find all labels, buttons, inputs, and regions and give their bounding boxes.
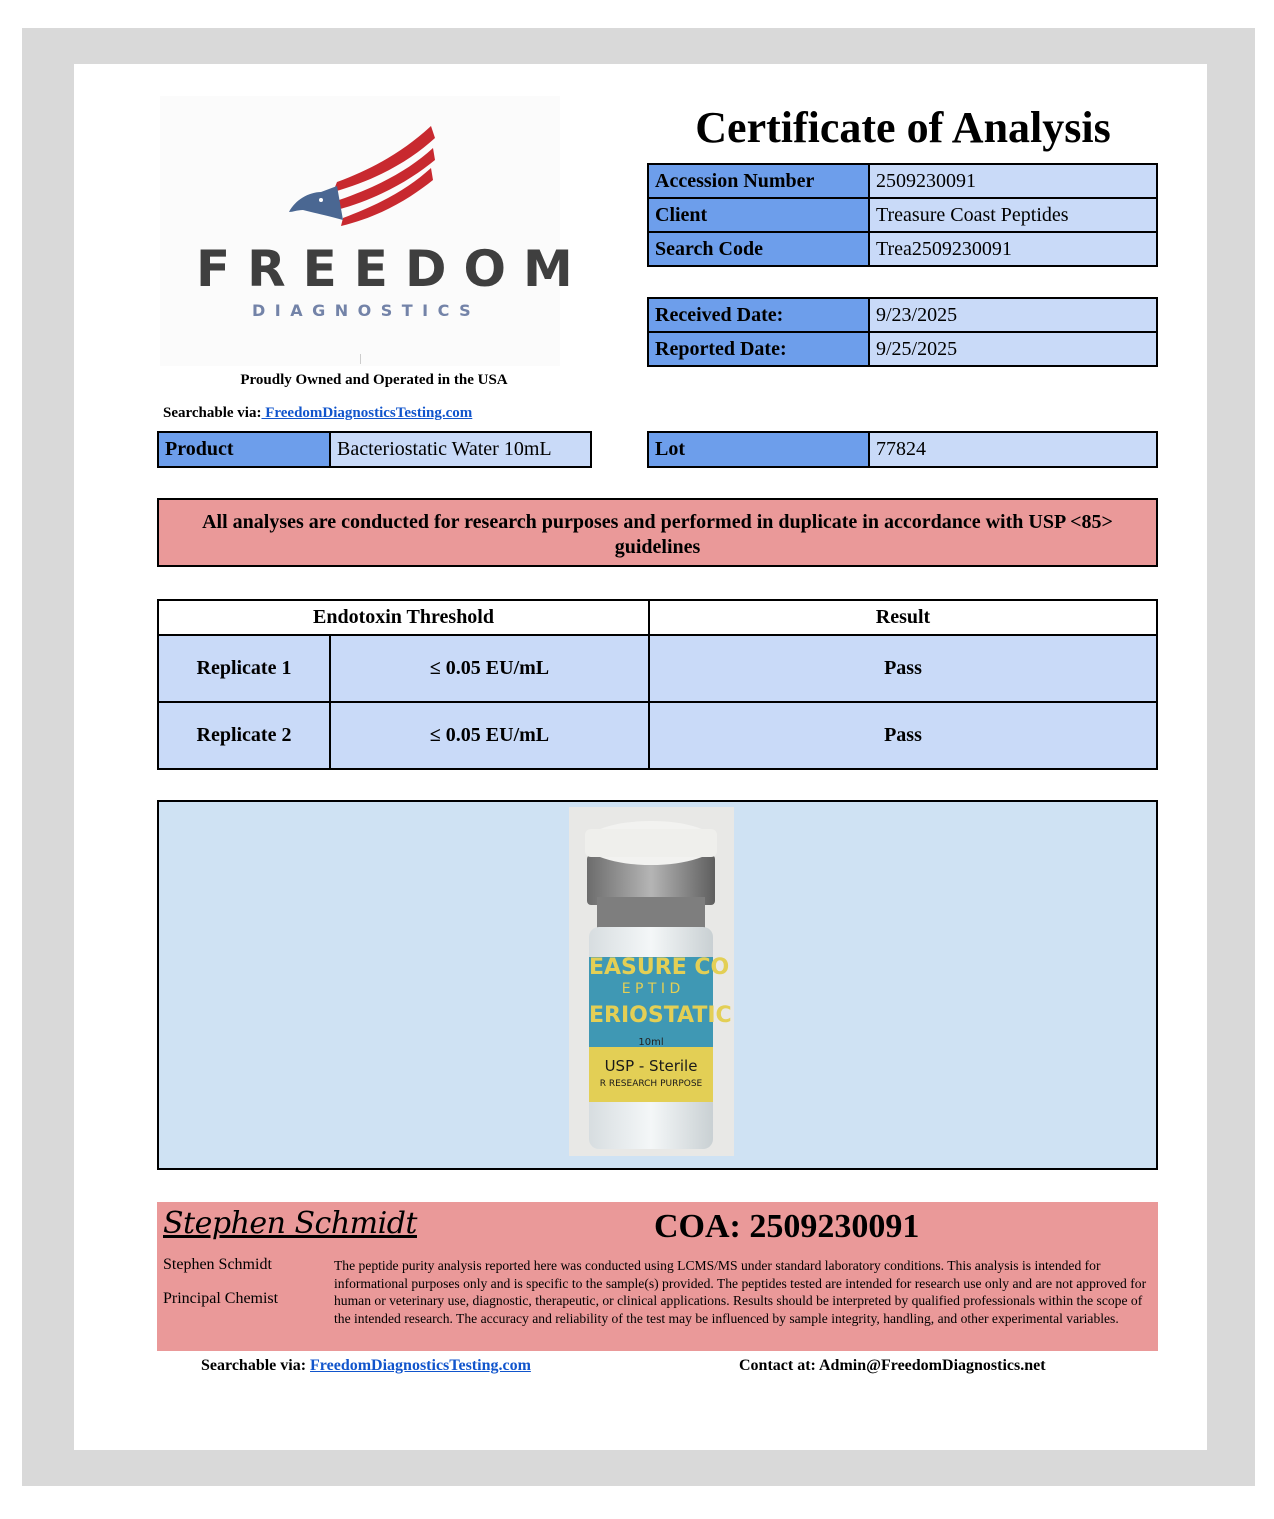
info-value: Trea2509230091 — [869, 232, 1157, 266]
result-header: Result — [649, 600, 1157, 635]
footer-searchable — [201, 1357, 531, 1375]
info-value: 2509230091 — [869, 164, 1157, 198]
threshold-header: Endotoxin Threshold — [158, 600, 649, 635]
date-value: 9/23/2025 — [869, 298, 1157, 332]
date-row — [648, 332, 1157, 366]
result-value: Pass — [649, 702, 1157, 769]
product-value: Bacteriostatic Water 10mL — [330, 432, 591, 467]
product-row — [158, 432, 591, 467]
vial-label-line2: E P T I D — [621, 981, 681, 997]
product-table — [157, 431, 592, 468]
page-title: Certificate of Analysis — [695, 103, 1111, 152]
date-key: Received Date: — [648, 298, 869, 332]
brand-tagline: DIAGNOSTICS — [252, 301, 481, 320]
info-value: Treasure Coast Peptides — [869, 198, 1157, 232]
lot-table — [647, 431, 1158, 468]
searchable-link[interactable]: FreedomDiagnosticsTesting.com — [261, 405, 473, 421]
divider — [360, 354, 361, 364]
replicate-label: Replicate 1 — [158, 635, 330, 702]
product-key: Product — [158, 432, 330, 467]
footer-searchable-link[interactable]: FreedomDiagnosticsTesting.com — [310, 1357, 531, 1374]
product-photo — [569, 807, 734, 1156]
coa-number: COA: 2509230091 — [654, 1208, 920, 1245]
info-row — [648, 232, 1157, 266]
vial-research: R RESEARCH PURPOSE — [599, 1079, 703, 1089]
proud-statement: Proudly Owned and Operated in the USA — [240, 372, 508, 388]
dates-table — [647, 297, 1158, 367]
brand-name: FREEDOM — [196, 240, 590, 298]
threshold-value: ≤ 0.05 EU/mL — [330, 635, 649, 702]
info-key: Accession Number — [648, 164, 869, 198]
vial-sterile: USP - Sterile — [604, 1057, 698, 1075]
lot-row — [648, 432, 1157, 467]
footer-contact: Contact at: Admin@FreedomDiagnostics.net — [739, 1357, 1046, 1374]
vial-volume: 10ml — [638, 1037, 664, 1048]
results-table — [157, 599, 1158, 770]
info-key: Client — [648, 198, 869, 232]
info-row — [648, 198, 1157, 232]
threshold-value: ≤ 0.05 EU/mL — [330, 702, 649, 769]
signer-name: Stephen Schmidt — [163, 1256, 272, 1273]
date-key: Reported Date: — [648, 332, 869, 366]
disclaimer-text: The peptide purity analysis reported here was conducted using LCMS/MS under standard laboratory conditions. This analysis is intended for informational purposes only and is specific to the sample(s) provided. The peptides tested are intended for research use only and are not approved for human or veterinary use, diagnostic, therapeutic, or clinical applications. Results should be interpreted by qualified professionals within the scope of the intended research. The accuracy and reliability of the test may be influenced by sample integrity, handling, and other experimental variables. — [334, 1258, 1147, 1326]
lot-value: 77824 — [869, 432, 1157, 467]
vial-label-line1: EASURE CO — [589, 955, 730, 980]
info-row — [648, 164, 1157, 198]
result-row — [158, 635, 1157, 702]
result-row — [158, 702, 1157, 769]
info-key: Search Code — [648, 232, 869, 266]
lot-key: Lot — [648, 432, 869, 467]
results-header — [158, 600, 1157, 635]
info-table — [647, 163, 1158, 267]
searchable-line — [163, 405, 472, 422]
signer-role: Principal Chemist — [163, 1290, 279, 1307]
research-notice: All analyses are conducted for research purposes and performed in duplicate in accordance with USP <85> guidelines — [157, 498, 1158, 567]
eagle-flag-icon — [285, 120, 445, 230]
result-value: Pass — [649, 635, 1157, 702]
footer-searchable-label: Searchable via: — [201, 1357, 307, 1374]
vial-label-line3: ERIOSTATIC — [589, 1003, 732, 1028]
replicate-label: Replicate 2 — [158, 702, 330, 769]
date-value: 9/25/2025 — [869, 332, 1157, 366]
signature-script: Stephen Schmidt — [163, 1206, 417, 1241]
date-row — [648, 298, 1157, 332]
searchable-label: Searchable via: — [163, 405, 262, 421]
